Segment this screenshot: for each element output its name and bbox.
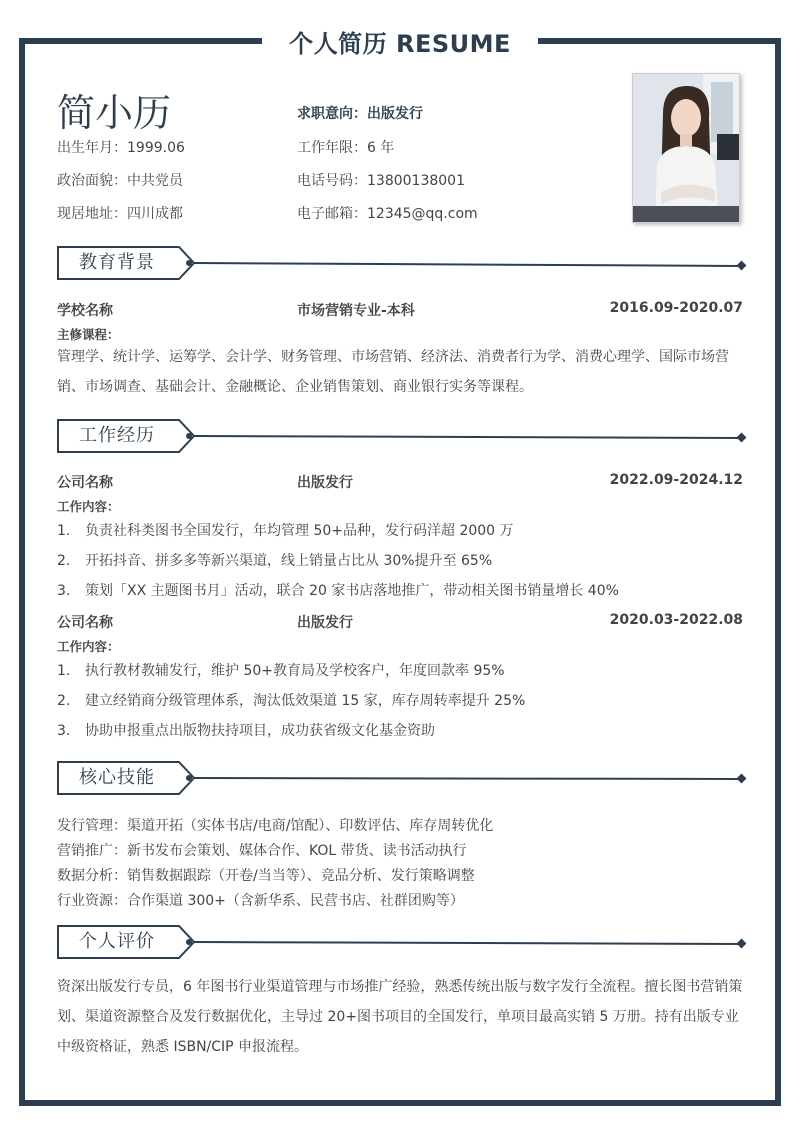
list-item: 1. 负责社科类图书全国发行，年均管理 50+品种，发行码洋超 2000 万 (57, 523, 514, 539)
evaluation-section-header (57, 925, 747, 959)
job-role: 出版发行 (297, 615, 353, 631)
education-period: 2016.09-2020.07 (609, 300, 743, 316)
work-content-label: 工作内容： (57, 639, 120, 654)
skills-section-header (57, 761, 747, 795)
work-section-header (57, 419, 747, 453)
list-item: 3. 协助申报重点出版物扶持项目，成功获省级文化基金资助 (57, 723, 435, 739)
courses-label: 主修课程： (57, 327, 120, 342)
page-title: 个人简历 RESUME (289, 30, 511, 58)
job-period: 2020.03-2022.08 (609, 612, 743, 628)
list-item: 2. 建立经销商分级管理体系，淘汰低效渠道 15 家，库存周转率提升 25% (57, 693, 526, 709)
list-item: 3. 策划「XX 主题图书月」活动，联合 20 家书店落地推广，带动相关图书销量增长 40% (57, 583, 619, 599)
birth-date: 出生年月：1999.06 (57, 140, 185, 156)
skill-item: 行业资源：合作渠道 300+（含新华系、民营书店、社群团购等） (57, 893, 464, 909)
education-section-header (57, 246, 747, 280)
skills-heading: 核心技能 (79, 767, 155, 788)
evaluation-heading: 个人评价 (79, 931, 155, 952)
education-heading: 教育背景 (79, 252, 155, 273)
skill-item: 营销推广：新书发布会策划、媒体合作、KOL 带货、读书活动执行 (57, 843, 467, 859)
evaluation-text: 资深出版发行专员，6 年图书行业渠道管理与市场推广经验，熟悉传统出版与数字发行全流程。擅长图书营销策划、渠道资源整合及发行数据优化，主导过 20+图书项目的全国发行，单项目最高实销 5 万册。持有出版专业中级资格证，熟悉 ISBN/CIP 申报流程。 (57, 979, 743, 1055)
work-content-label: 工作内容： (57, 499, 120, 514)
company-name: 公司名称 (57, 475, 113, 491)
work-years: 工作年限：6 年 (297, 140, 395, 156)
skill-item: 数据分析：销售数据跟踪（开卷/当当等）、竞品分析、发行策略调整 (57, 868, 475, 884)
skill-item: 发行管理：渠道开拓（实体书店/电商/馆配）、印数评估、库存周转优化 (57, 818, 494, 834)
school-name: 学校名称 (57, 303, 113, 319)
major-degree: 市场营销专业-本科 (297, 303, 415, 319)
courses-text: 管理学、统计学、运筹学、会计学、财务管理、市场营销、经济法、消费者行为学、消费心理学、国际市场营销、市场调查、基础会计、金融概论、企业销售策划、商业银行实务等课程。 (57, 349, 729, 395)
profile-photo (632, 73, 740, 223)
home-address: 现居地址：四川成都 (57, 206, 183, 222)
work-heading: 工作经历 (79, 425, 155, 446)
email-address: 电子邮箱：12345@qq.com (297, 206, 478, 222)
job-role: 出版发行 (297, 475, 353, 491)
job-objective: 求职意向：出版发行 (297, 106, 423, 122)
list-item: 2. 开拓抖音、拼多多等新兴渠道，线上销量占比从 30%提升至 65% (57, 553, 493, 569)
candidate-name: 简小历 (57, 91, 172, 135)
political-status: 政治面貌：中共党员 (57, 173, 183, 189)
person-portrait-icon (633, 74, 740, 223)
list-item: 1. 执行教材教辅发行，维护 50+教育局及学校客户，年度回款率 95% (57, 663, 505, 679)
company-name: 公司名称 (57, 615, 113, 631)
job-period: 2022.09-2024.12 (609, 472, 743, 488)
phone-number: 电话号码：13800138001 (297, 173, 465, 189)
